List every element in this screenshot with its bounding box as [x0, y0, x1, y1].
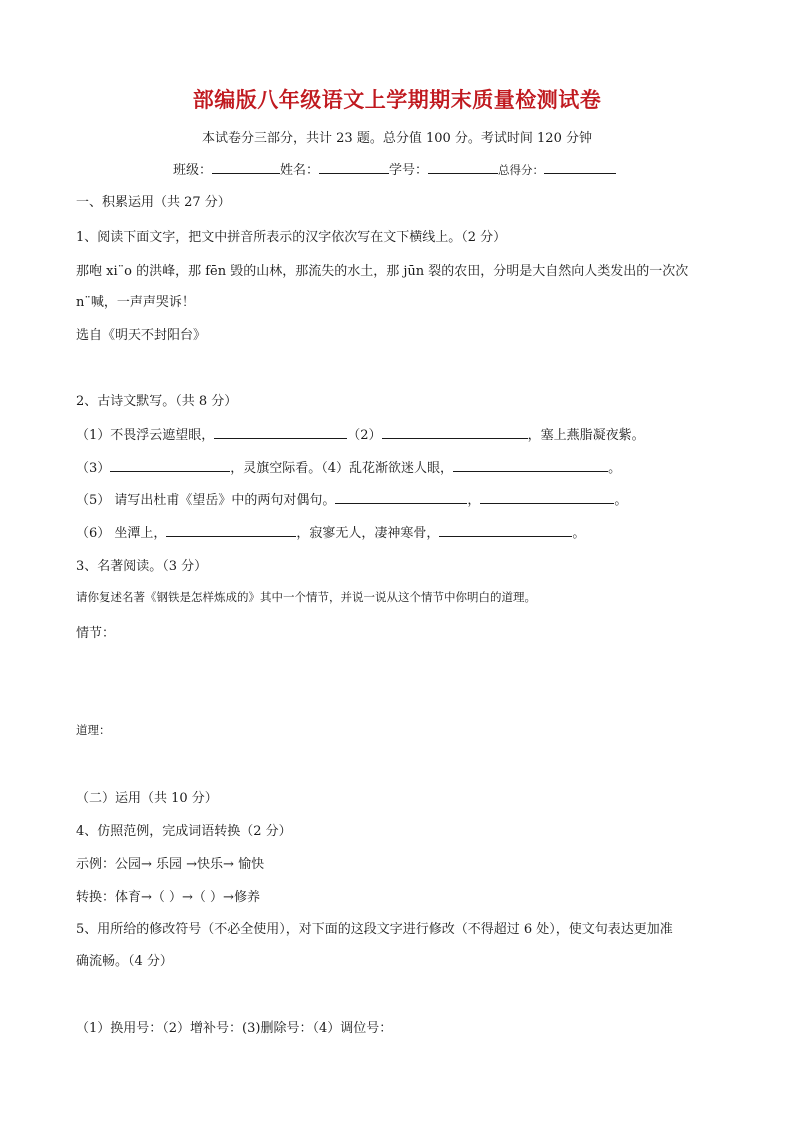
- name-label: 姓名：: [280, 163, 320, 178]
- q2-item1-text: （1）不畏浮云遮望眼，: [76, 428, 215, 443]
- q3-prompt: 请你复述名著《钢铁是怎样炼成的》其中一个情节，并说一说从这个情节中你明白的道理。: [76, 590, 536, 604]
- id-blank[interactable]: [428, 160, 498, 174]
- q2-item4-text: ，灵旗空际看。（4）乱花渐欲迷人眼，: [230, 461, 454, 476]
- q2-item6-text: （6） 坐潭上，: [76, 526, 167, 541]
- section-1-heading: 一、积累运用（共 27 分）: [76, 195, 231, 210]
- q2-item4-tail: 。: [608, 461, 622, 476]
- q2-blank-2[interactable]: [382, 425, 528, 439]
- student-info-row: [173, 159, 616, 178]
- section-2-heading: （二）运用（共 10 分）: [76, 791, 218, 806]
- q3-lesson-label: 道理：: [76, 723, 111, 737]
- q2-item5-text: （5） 请写出杜甫《望岳》中的两句对偶句。: [76, 493, 336, 508]
- q2-stem: 2、古诗文默写。（共 8 分）: [76, 394, 238, 409]
- q5-stem-line2: 确流畅。（4 分）: [76, 954, 173, 969]
- q2-item3-text: （3）: [76, 461, 111, 476]
- q4-stem: 4、仿照范例，完成词语转换（2 分）: [76, 824, 292, 839]
- q2-item6-mid: ，寂寥无人，凄神寒骨，: [296, 526, 440, 541]
- q2-item5-tail: 。: [614, 493, 628, 508]
- q1-source: 选自《明天不封阳台》: [76, 328, 207, 343]
- q2-blank-3[interactable]: [110, 458, 230, 472]
- q2-blank-5[interactable]: [335, 490, 467, 504]
- q3-stem: 3、名著阅读。（3 分）: [76, 559, 208, 574]
- q2-row-4: [76, 522, 585, 541]
- q2-item2-text: （2）: [347, 428, 382, 443]
- q1-passage-line1: 那咆 xi¨o 的洪峰，那 fēn 毁的山林，那流失的水土，那 jūn 裂的农田，分明是大自然向人类发出的一次次: [76, 264, 689, 279]
- q5-stem-line1: 5、用所给的修改符号（不必全使用），对下面的这段文字进行修改（不得超过 6 处），使文句表达更加准: [76, 922, 673, 937]
- q4-task: 转换：体育→（ ）→（ ）→修养: [76, 890, 260, 905]
- q2-item6-tail: 。: [572, 526, 586, 541]
- q1-passage-line2: n¨喊，一声声哭诉！: [76, 295, 195, 310]
- q2-item2-tail: ，塞上燕脂凝夜紫。: [527, 428, 645, 443]
- q2-blank-7[interactable]: [166, 523, 296, 537]
- id-label: 学号：: [389, 163, 429, 178]
- q2-row-3: [76, 489, 627, 508]
- q2-item5-comma: ，: [467, 493, 481, 508]
- class-label: 班级：: [173, 163, 213, 178]
- score-label: 总得分：: [498, 163, 545, 177]
- q2-row-2: [76, 457, 621, 476]
- name-blank[interactable]: [319, 160, 389, 174]
- q2-row-1: [76, 424, 645, 443]
- q2-blank-4[interactable]: [453, 458, 608, 472]
- class-blank[interactable]: [212, 160, 280, 174]
- exam-subtitle: 本试卷分三部分，共计 23 题。总分值 100 分。考试时间 120 分钟: [202, 131, 592, 146]
- score-blank[interactable]: [544, 160, 616, 174]
- q1-stem: 1、阅读下面文字，把文中拼音所表示的汉字依次写在文下横线上。（2 分）: [76, 230, 507, 245]
- q5-symbols: （1）换用号：（2）增补号：(3)删除号：（4）调位号：: [76, 1021, 393, 1036]
- q4-example: 示例：公园→ 乐园 →快乐→ 愉快: [76, 857, 265, 872]
- q2-blank-8[interactable]: [439, 523, 572, 537]
- q2-blank-1[interactable]: [214, 425, 347, 439]
- q3-plot-label: 情节：: [76, 626, 116, 641]
- q2-blank-6[interactable]: [480, 490, 614, 504]
- exam-title: 部编版八年级语文上学期期末质量检测试卷: [192, 88, 602, 112]
